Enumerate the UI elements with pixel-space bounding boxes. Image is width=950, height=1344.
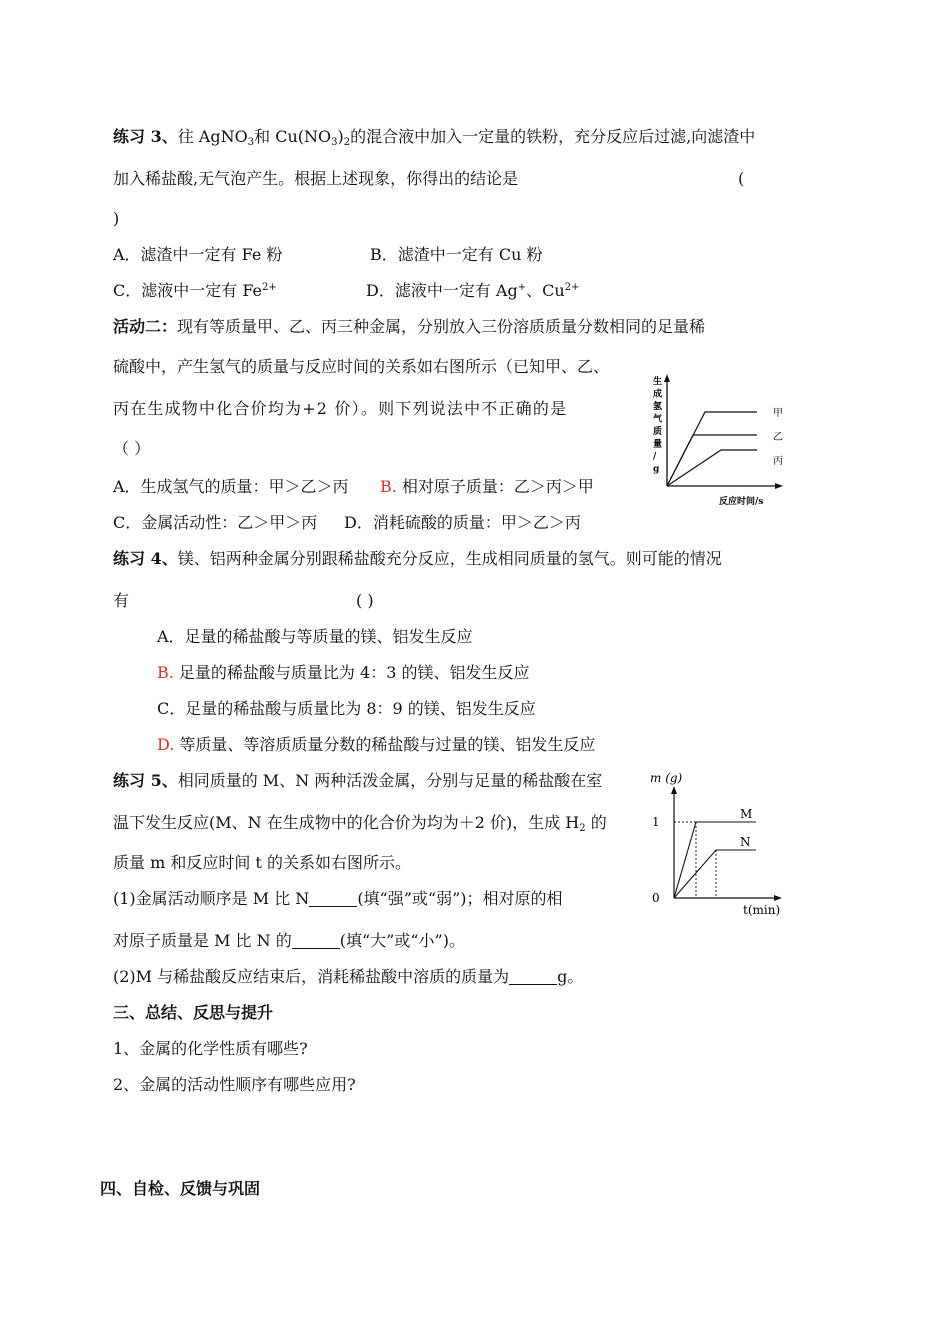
section-3-title: 三、总结、反思与提升 <box>113 1003 274 1022</box>
chart-1-line-bing <box>667 450 757 486</box>
exercise-3-paren-open: ( <box>738 169 745 188</box>
exercise-4-option-c: C．足量的稀盐酸与质量比为 8：9 的镁、铝发生反应 <box>157 699 536 718</box>
exercise-5-question-1b: 对原子质量是 M 比 N 的 (填“大”或“小”)。 <box>113 931 465 950</box>
exercise-3-line-1: 练习 3、往 AgNO$_3$和 $Cu(NO_3)_2$的混合液中加入一定量的铁粉，充分反应后过滤,向滤渣中 <box>113 127 756 148</box>
chart-1-line-yi <box>667 435 757 486</box>
exercise-3-paren-close: ) <box>113 209 120 228</box>
activity-2-option-d: D．消耗硫酸的质量：甲＞乙＞丙 <box>344 513 581 532</box>
chart-2-y-axis-label: m (g) <box>650 771 683 785</box>
exercise-4-line-2: 有 <box>113 591 130 610</box>
exercise-4-option-b-letter: B. <box>157 663 174 682</box>
exercise-3-label: 练习 3、 <box>113 127 178 146</box>
chart-2-origin: 0 <box>652 891 660 905</box>
exercise-4-option-d-letter: D. <box>157 735 175 754</box>
exercise-5-question-1a: (1)金属活动顺序是 M 比 N (填“强”或“弱”)；相对原的相 <box>113 889 563 908</box>
chart-2-line-m <box>674 822 756 898</box>
answer-blank-1[interactable] <box>309 892 357 907</box>
activity-2-option-b: B. 相对原子质量：乙＞丙＞甲 <box>380 477 594 496</box>
answer-blank-3[interactable] <box>509 970 557 985</box>
chart-1-x-arrow <box>775 483 783 489</box>
activity-2-label: 活动二： <box>113 317 178 336</box>
chart-1-series-label-bing: 丙 <box>773 456 783 467</box>
exercise-4-option-b: B. 足量的稀盐酸与质量比为 4：3 的镁、铝发生反应 <box>157 663 530 682</box>
exercise-4-line-1: 练习 4、镁、铝两种金属分别跟稀盐酸充分反应，生成相同质量的氢气。则可能的情况 <box>113 549 722 568</box>
chart-1-series-label-yi: 乙 <box>773 432 783 443</box>
section-3-question-2: 2、金属的活动性顺序有哪些应用? <box>113 1075 356 1094</box>
answer-blank-2[interactable] <box>292 934 340 949</box>
exercise-3-option-b: B．滤渣中一定有 Cu 粉 <box>370 245 543 264</box>
activity-2-option-b-letter: B. <box>380 477 397 496</box>
mass-time-chart <box>640 768 790 920</box>
chart-2-y-arrow <box>671 786 677 794</box>
exercise-3-option-d: D．滤液中一定有 Ag+、$Cu^{2+}$ <box>366 281 580 300</box>
chart-1-y-label-char: 成 <box>653 389 663 400</box>
exercise-4-paren: ( ) <box>356 591 374 610</box>
exercise-5-line-1: 练习 5、相同质量的 M、N 两种活泼金属，分别与足量的稀盐酸在室 <box>113 771 603 790</box>
chart-1-y-arrow <box>664 374 670 382</box>
chart-1-y-label-char: 质 <box>653 427 663 437</box>
exercise-4-option-d: D. 等质量、等溶质质量分数的稀盐酸与过量的镁、铝发生反应 <box>157 735 596 754</box>
chart-2-x-axis-label: t(min) <box>743 903 781 917</box>
section-3-question-1: 1、金属的化学性质有哪些? <box>113 1039 308 1058</box>
chart-2-series-label-n: N <box>740 835 751 849</box>
chart-1-series-label-jia: 甲 <box>773 408 783 419</box>
exercise-3-option-c: C．滤液中一定有 $Fe^{2+}$ <box>113 281 277 300</box>
chart-2-y-tick: 1 <box>652 815 660 829</box>
chart-1-y-label-char: 生 <box>653 377 663 387</box>
chart-1-y-label-char: 氢 <box>653 402 663 412</box>
exercise-3-option-a: A．滤渣中一定有 Fe 粉 <box>113 245 283 264</box>
activity-2-line-3: 丙在生成物中化合价均为+2 价）。则下列说法中不正确的是 <box>113 399 568 418</box>
activity-2-line-2: 硫酸中，产生氢气的质量与反应时间的关系如右图所示（已知甲、乙、 <box>113 357 610 376</box>
section-4-title: 四、自检、反馈与巩固 <box>100 1179 261 1198</box>
exercise-5-question-2: (2)M 与稀盐酸反应结束后，消耗稀盐酸中溶质的质量为 g。 <box>113 967 584 986</box>
exercise-3-line-2: 加入稀盐酸,无气泡产生。根据上述现象，你得出的结论是 <box>113 169 519 188</box>
exercise-5-line-3: 质量 m 和反应时间 t 的关系如右图所示。 <box>113 853 411 872</box>
chart-1-x-axis-label: 反应时间/s <box>719 497 764 507</box>
activity-2-line-1: 活动二：现有等质量甲、乙、丙三种金属，分别放入三份溶质质量分数相同的足量稀 <box>113 317 706 336</box>
exercise-5-line-2: 温下发生反应(M、N 在生成物中的化合价为均为＋2 价)，生成 $H_2$ 的 <box>113 813 607 834</box>
chart-1-y-label-char: 气 <box>653 414 663 425</box>
chart-1-line-jia <box>667 412 757 486</box>
activity-2-option-c: C．金属活动性：乙＞甲＞丙 <box>113 513 318 532</box>
exercise-5-label: 练习 5、 <box>113 771 178 790</box>
exercise-4-option-a: A．足量的稀盐酸与等质量的镁、铝发生反应 <box>157 627 473 646</box>
chart-1-y-label-char: g <box>653 464 660 475</box>
chart-1-y-label-char: 量 <box>653 439 663 450</box>
exercise-4-label: 练习 4、 <box>113 549 178 568</box>
activity-2-paren: （ ） <box>113 439 151 458</box>
chart-1-y-axis-label <box>653 375 663 475</box>
chart-2-x-arrow <box>774 895 782 901</box>
chart-1-y-label-char: / <box>653 452 657 462</box>
hydrogen-mass-time-chart <box>645 368 795 510</box>
chart-2-series-label-m: M <box>740 807 753 821</box>
activity-2-option-a: A．生成氢气的质量：甲＞乙＞丙 <box>113 477 349 496</box>
